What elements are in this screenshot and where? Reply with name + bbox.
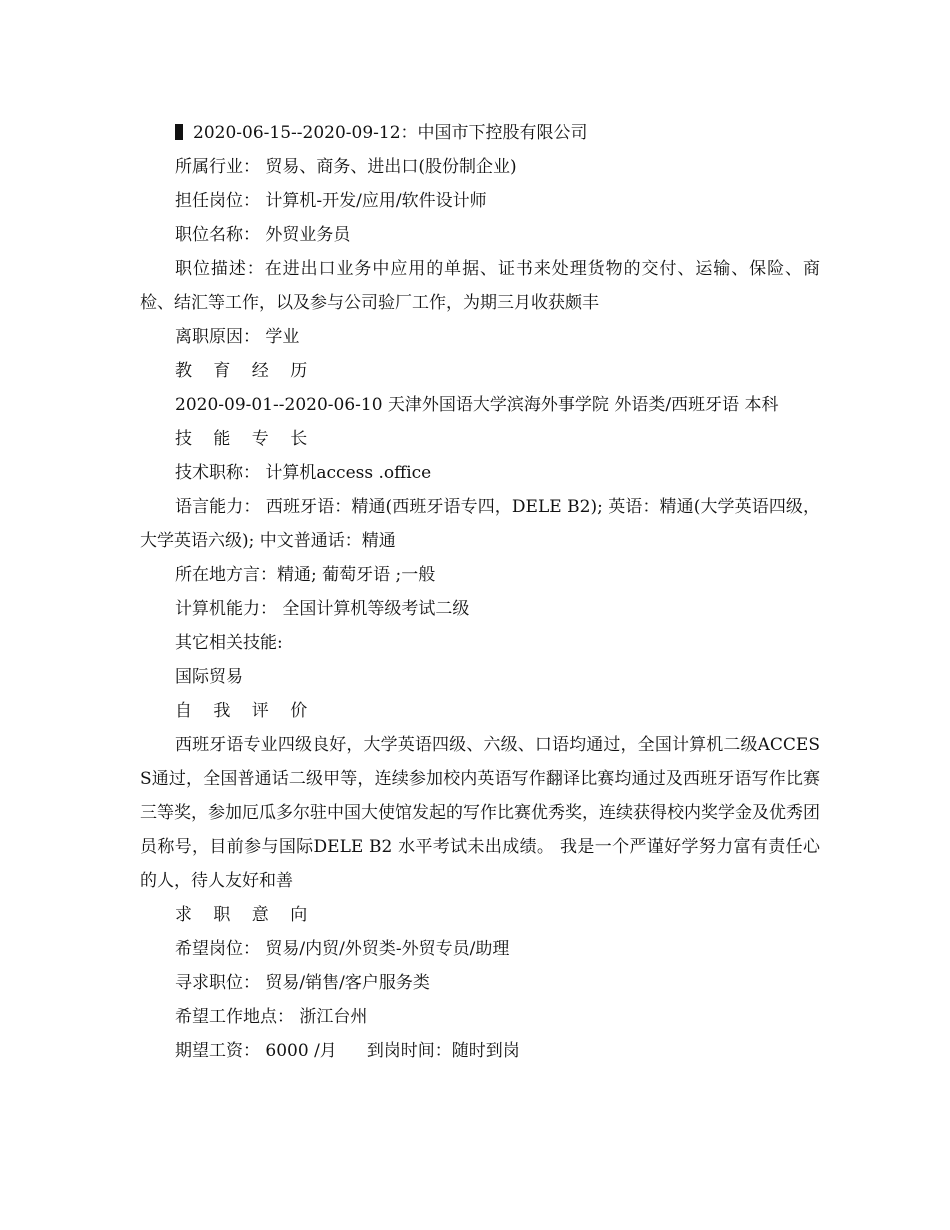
work-period-line [140, 116, 820, 150]
self-eval-text: 西班牙语专业四级良好，大学英语四级、六级、口语均通过，全国计算机二级ACCESS通过，全国普通话二级甲等，连续参加校内英语写作翻译比赛均通过及西班牙语写作比赛三等奖，参加厄瓜多尔驻中国大使馆发起的写作比赛优秀奖，连续获得校内奖学金及优秀团员称号，目前参与国际DELE B2 水平考试未出成绩。 我是一个严谨好学努力富有责任心的人，待人友好和善 [140, 735, 820, 891]
skills-other-label: 其它相关技能: [175, 633, 283, 653]
skills-heading: 技 能 专 长 [175, 429, 316, 449]
intent-seek-post: 寻求职位： 贸易/销售/客户服务类 [175, 973, 430, 993]
intent-location: 希望工作地点： 浙江台州 [175, 1007, 368, 1027]
skills-other-value: 国际贸易 [175, 667, 243, 687]
work-period-company: 2020-06-15--2020-09-12：中国市下控股有限公司 [193, 123, 588, 143]
education-entry: 2020-09-01--2020-06-10 天津外国语大学滨海外事学院 外语类/西班牙语 本科 [175, 395, 779, 415]
work-post: 担任岗位： 计算机-开发/应用/软件设计师 [175, 191, 487, 211]
work-description: 职位描述：在进出口业务中应用的单据、证书来处理货物的交付、运输、保险、商检、结汇等工作，以及参与公司验厂工作，为期三月收获颇丰 [140, 259, 820, 313]
intent-heading: 求 职 意 向 [175, 905, 316, 925]
work-leave-reason: 离职原因： 学业 [175, 327, 300, 347]
resume-body [140, 116, 820, 1068]
skills-language: 语言能力： 西班牙语：精通(西班牙语专四，DELE B2); 英语：精通(大学英语四级，大学英语六级); 中文普通话：精通 [140, 497, 820, 551]
intent-salary: 期望工资： 6000 /月 [175, 1041, 337, 1061]
bullet-marker [175, 124, 183, 140]
intent-hope-post: 希望岗位： 贸易/内贸/外贸类-外贸专员/助理 [175, 939, 510, 959]
intent-salary-line [140, 1034, 820, 1068]
work-industry: 所属行业： 贸易、商务、进出口(股份制企业) [175, 157, 517, 177]
skills-dialect: 所在地方言：精通; 葡萄牙语 ;一般 [175, 565, 436, 585]
skills-computer: 计算机能力： 全国计算机等级考试二级 [175, 599, 470, 619]
education-heading: 教 育 经 历 [175, 361, 316, 381]
skills-tech-title: 技术职称： 计算机access .office [175, 463, 432, 483]
intent-arrival: 到岗时间：随时到岗 [366, 1041, 520, 1061]
work-position-title: 职位名称： 外贸业务员 [175, 225, 351, 245]
self-eval-heading: 自 我 评 价 [175, 701, 316, 721]
